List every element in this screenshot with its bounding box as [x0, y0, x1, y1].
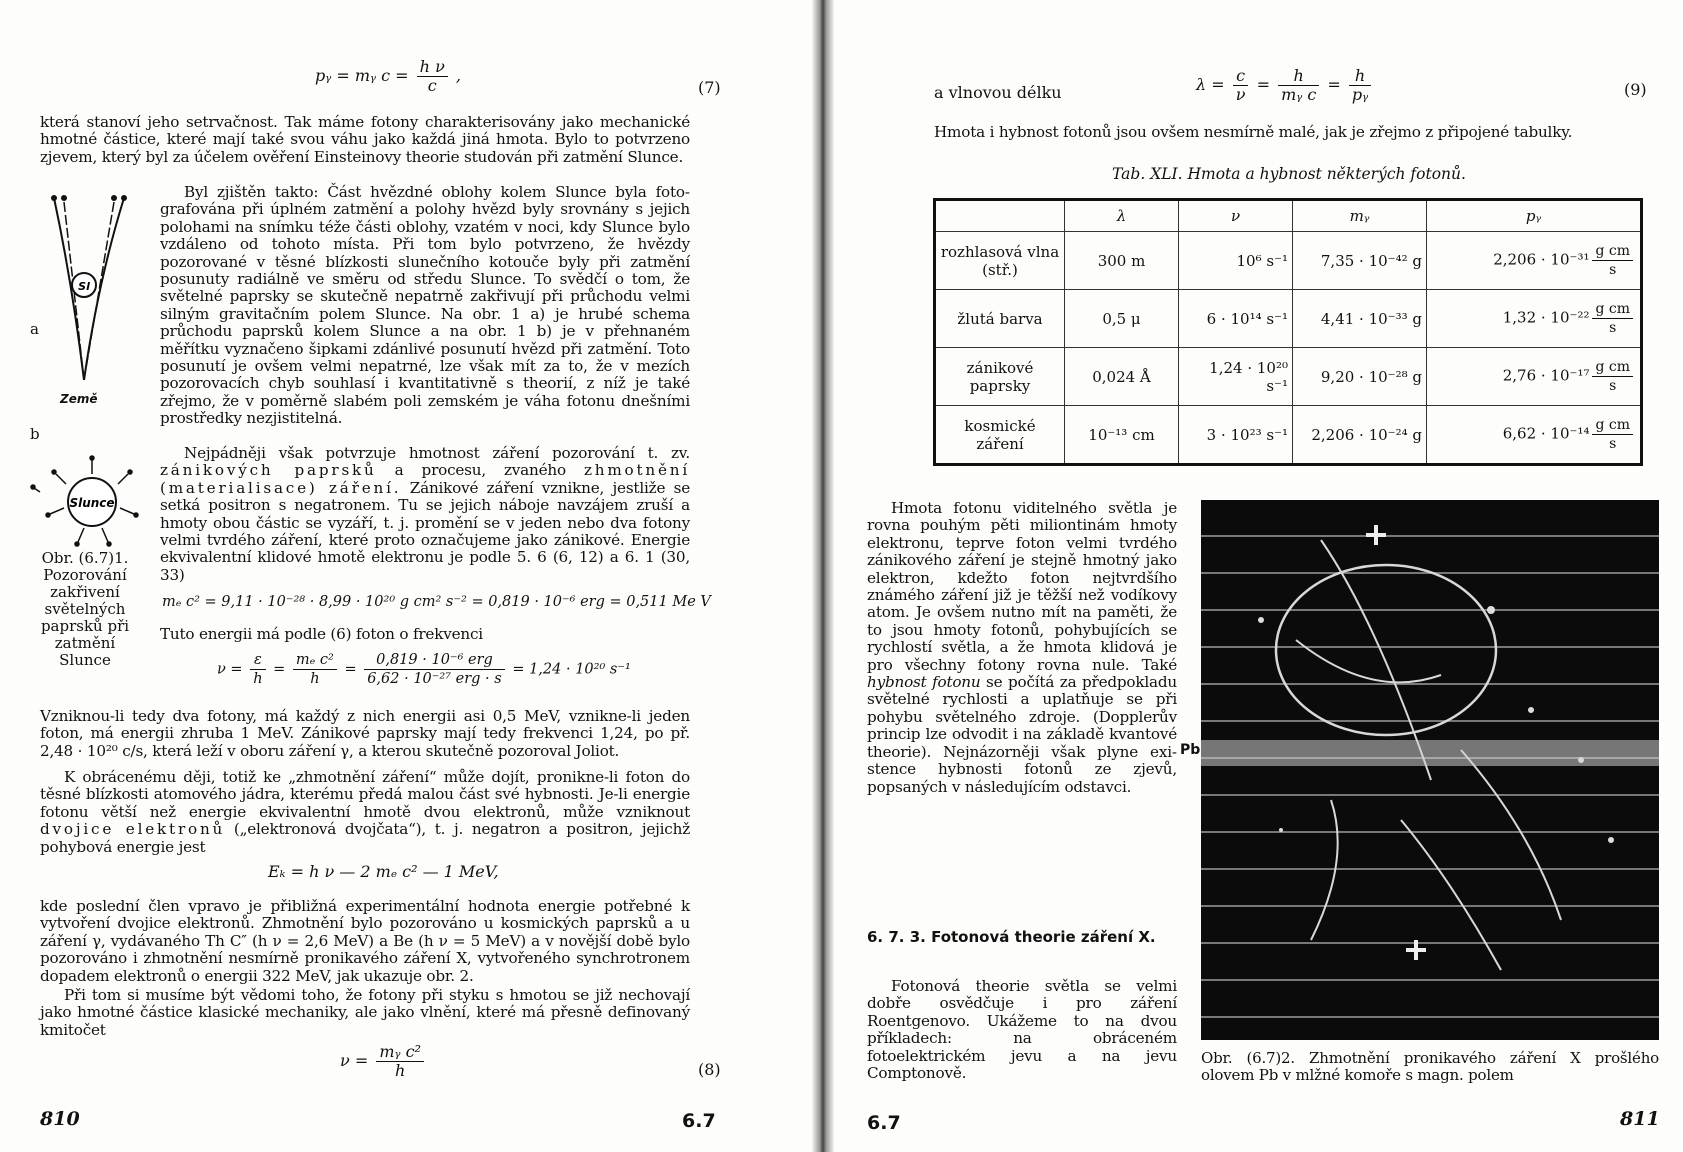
equation-kinetic-energy: Eₖ = h ν — 2 mₑ c² — 1 MeV, — [268, 862, 499, 881]
table-header-lambda: λ — [1065, 200, 1179, 232]
equation-7-number: (7) — [698, 78, 721, 97]
page-number-left: 810 — [40, 1108, 80, 1130]
table-cell-momentum — [1427, 232, 1642, 290]
materialisation-pre: K obrácenému ději, totiž ke „zhmotnění záření“ může dojít, pronikne-li foton do těsné blízkosti atomového jádra, kterému předá malou část své hybnosti. Je-li energie fotonu větší než energie ekvivalentní hmotě dvou elektronů, může vzniknout — [40, 768, 690, 821]
photon-mass-post: se počítá za předpokladu světelné rychlosti a uplatňuje se při pohybu světelného zdroje. (Dopplerův princip lze odvodit i na základě kvantové theorie). Nejnázorněji však plyne existence hybnosti fotonů ze zjevů, popsaných v následujícím odstavci. — [867, 673, 1177, 796]
lead-label: Pb — [1180, 742, 1201, 758]
sun-short-label: Sl — [78, 280, 90, 293]
figure-1-caption-line: paprsků při — [40, 617, 130, 635]
eq9-lhs: λ = — [1196, 75, 1225, 94]
momentum-unit — [1592, 358, 1633, 395]
table-header-empty — [935, 200, 1065, 232]
paragraph-materialisation — [40, 769, 690, 856]
table-header-mass: mᵧ — [1293, 200, 1427, 232]
paragraph-photon-mass — [867, 500, 1177, 796]
materialisation-term: zhmotnění (materialisace) záření. — [160, 461, 690, 497]
freq-f1-numerator: ε — [250, 651, 265, 670]
table-cell-momentum — [1427, 290, 1642, 348]
freq-f2-denominator: h — [310, 671, 320, 687]
eq9-f3-denominator: pᵧ — [1351, 85, 1369, 104]
table-cell-lambda: 0,5 μ — [1065, 290, 1179, 348]
materialisation-post: („elektronová dvojčata“), t. j. negatron a positron, jejichž pohybová energie jest — [40, 820, 691, 856]
annihilation-intro: Nejpádněji však potvrzuje hmotnost záření pozorování t. zv. — [184, 444, 690, 462]
table-cell-nu: 6 · 10¹⁴ s⁻¹ — [1179, 290, 1293, 348]
freq-f3-numerator: 0,819 · 10⁻⁶ erg — [364, 651, 505, 670]
light-deflection-diagram — [32, 190, 157, 450]
figure-1-caption-line: světelných — [44, 600, 126, 618]
momentum-unit-denominator: s — [1609, 320, 1617, 336]
momentum-value: 2,76 · 10⁻¹⁷ — [1502, 366, 1590, 385]
equation-rest-energy: mₑ c² = 9,11 · 10⁻²⁸ · 8,99 · 10²⁰ g cm² s⁻² = 0,819 · 10⁻⁶ erg = 0,511 Me V — [162, 594, 711, 610]
eq9-f1-denominator: ν — [1235, 85, 1246, 104]
table-cell-momentum — [1427, 406, 1642, 465]
equation-9: λ = $\frac{c}{\nu}$ = $\frac{h}{\text{mᵧ c}}$ = $\frac{h}{\text{pᵧ}}$ — [1196, 67, 1374, 104]
equation-8 — [340, 1043, 427, 1080]
momentum-unit-numerator: g cm — [1592, 358, 1633, 377]
momentum-unit-numerator: g cm — [1592, 242, 1633, 261]
eq9-f1-numerator: c — [1233, 67, 1249, 86]
figure-1b — [30, 452, 155, 552]
eq7-numerator: h ν — [417, 58, 448, 77]
table-cell-mass: 7,35 · 10⁻⁴² g — [1293, 232, 1427, 290]
table-header-momentum: pᵧ — [1427, 200, 1642, 232]
star-shift-diagram — [30, 452, 155, 552]
page-number-right: 811 — [1620, 1108, 1660, 1130]
earth-label: Země — [60, 392, 98, 406]
right-page — [834, 0, 1683, 1152]
table-cell-nu: 1,24 · 10²⁰ s⁻¹ — [1179, 348, 1293, 406]
momentum-value: 1,32 · 10⁻²² — [1502, 308, 1590, 327]
eq8-denominator: h — [394, 1061, 406, 1080]
eq7-fraction — [417, 58, 448, 95]
eq8-numerator: mᵧ c² — [376, 1043, 424, 1062]
momentum-unit-numerator: g cm — [1592, 300, 1633, 319]
table-row — [935, 290, 1642, 348]
freq-f1-denominator: h — [253, 671, 263, 687]
freq-result: = 1,24 · 10²⁰ s⁻¹ — [512, 661, 631, 678]
table-title: Tab. XLI. Hmota a hybnost některých fotonů. — [1112, 165, 1466, 183]
freq-eq2: = — [344, 661, 357, 678]
eq9-f3-numerator: h — [1349, 67, 1371, 86]
table-cell-label: rozhlasová vlna (stř.) — [935, 232, 1065, 290]
photon-mass-pre: Hmota fotonu viditelného světla je rovna pouhým pěti miliontinám hmoty elektronu, teprve foton velmi tvrdého zánikového záření je stejně hmotný jako elektron, kdežto foton nejtvrdšího známého záření již je těžší než vodíkovy atom. Je ovšem nutno mít na paměti, že to jsou hmoty fotonů, pohybujících se rychlostí světla, a že hmota klidová je pro všechny fotony rovna nule. Také — [867, 499, 1177, 674]
table-header-nu: ν — [1179, 200, 1293, 232]
table-cell-momentum — [1427, 348, 1642, 406]
figure-label-b: b — [30, 425, 40, 443]
table-row — [935, 232, 1642, 290]
annihilation-term: zánikových paprsků — [160, 461, 377, 480]
eq7-denominator: c — [427, 76, 437, 95]
freq-lhs: ν = — [217, 661, 243, 678]
table-cell-label: žlutá barva — [935, 290, 1065, 348]
table-cell-lambda: 0,024 Å — [1065, 348, 1179, 406]
equation-frequency — [217, 651, 631, 688]
sun-label: Slunce — [69, 496, 115, 510]
table-cell-mass: 4,41 · 10⁻³³ g — [1293, 290, 1427, 348]
figure-1-caption-line: Obr. (6.7)1. — [41, 549, 129, 567]
cloud-chamber-photo — [1201, 500, 1659, 1040]
section-mark-right: 6.7 — [867, 1112, 901, 1134]
freq-fraction-3 — [364, 651, 505, 688]
figure-label-a: a — [30, 320, 39, 338]
equation-8-number: (8) — [698, 1060, 721, 1079]
electron-pair-term: dvojice elektronů — [40, 820, 226, 839]
eq7-lhs: pᵧ = mᵧ c = — [315, 66, 409, 85]
table-cell-mass: 2,206 · 10⁻²⁴ g — [1293, 406, 1427, 465]
eq9-f2-denominator: mᵧ c — [1281, 85, 1317, 104]
momentum-unit — [1592, 242, 1633, 279]
table-cell-lambda: 300 m — [1065, 232, 1179, 290]
figure-1-caption-line: zatmění — [54, 634, 116, 652]
table-header-row — [935, 200, 1642, 232]
paragraph-frequency-intro: Tuto energii má podle (6) foton o frekvenci — [160, 625, 483, 643]
eq8-fraction — [376, 1043, 424, 1080]
momentum-unit-denominator: s — [1609, 378, 1617, 394]
paragraph-observation: kde poslední člen vpravo je přibližná experimentální hodnota energie potřebné k vytvoření dvojice elektronů. Zhmotnění bylo pozorováno u kosmických paprsků a u záření γ, vydávaného Th C″ (h ν = 2,6 MeV) a Be (h ν = 5 MeV) a v novější době bylo pozorováno i zhmotnění nesmírně pronikavého záření X, vytvořeného synchrotronem dopadem elektronů o energii 322 MeV, jak ukazuje obr. 2. — [40, 897, 690, 985]
book-gutter — [812, 0, 834, 1152]
figure-2-caption: Obr. (6.7)2. Zhmotnění pronikavého záření X prošlého olovem Pb v mlžné komoře s magn. polem — [1201, 1049, 1659, 1084]
table-cell-nu: 10⁶ s⁻¹ — [1179, 232, 1293, 290]
paragraph-eclipse: Byl zjištěn takto: Část hvězdné oblohy kolem Slunce byla fotografována při úplném zatmění a polohy hvězd byly srovnány s jejich polohami na snímku téže části oblohy, vzatém v noci, kdy Slunce bylo vzdáleno od tohoto místa. Při tom bylo potvrzeno, že hvězdy pozorované v těsné blízkosti slunečního kotouče byly při zatmění posunuty radiálně ve směru od středu Slunce. To svědčí o tom, že světelné paprsky se skutečně nepatrně zakřivují při průchodu velmi silným gravitačním polem Slunce. Na obr. 1 a) je hrubé schema průchodu paprsků kolem Slunce a na obr. 1 b) je v přehnaném měřítku vyznačeno šipkami zdánlivé posunutí hvězd při zatmění. Toto posunutí je ovšem velmi nepatrné, lze však mít za to, že v mezích pozorovacích chyb souhlasí i kvantitativně s theorií, z níž je také zřejmo, že v poměrně slabém poli zemském je váha fotonu dnešními prostředky nezjistitelná. — [160, 183, 690, 428]
table-row — [935, 348, 1642, 406]
section-title: 6. 7. 3. Fotonová theorie záření X. — [867, 928, 1156, 946]
annihilation-rest: Zánikové záření vznikne, jestliže se setká positron s negatronem. Tu se jejich náboje navzájem zruší a hmoty obou částic se vyzáří, t. j. promění se v jeden nebo dva fotony velmi tvrdého záření, které proto označujeme jako zánikové. Energie ekvivalentní klidové hmotě elektronu je podle 5. 6 (6, 12) a 6. 1 (30, 33) — [160, 478, 690, 584]
section-mark-left: 6.7 — [682, 1110, 716, 1132]
left-page — [0, 0, 812, 1152]
momentum-unit — [1592, 416, 1633, 453]
eq7-tail: , — [455, 66, 461, 85]
freq-f3-denominator: 6,62 · 10⁻²⁷ erg · s — [367, 671, 502, 687]
paragraph-inertia: která stanoví jeho setrvačnost. Tak máme fotony charakterisovány jako mechanické hmotné částice, které mají také svou váhu jako každá jiná hmota. Bylo to potvrzeno zjevem, který byl za účelem ověření Einsteinovy theorie studován při zatmění Slunce. — [40, 113, 690, 166]
eq9-fraction-3 — [1349, 67, 1371, 104]
freq-fraction-1 — [250, 651, 265, 688]
table-cell-mass: 9,20 · 10⁻²⁸ g — [1293, 348, 1427, 406]
momentum-value: 6,62 · 10⁻¹⁴ — [1502, 424, 1590, 443]
freq-f2-numerator: mₑ c² — [293, 651, 337, 670]
equation-7 — [315, 58, 461, 95]
paragraph-annihilation — [160, 445, 690, 584]
annihilation-mid: a procesu, zvaného — [394, 461, 566, 480]
eq9-intro: a vlnovou délku — [934, 83, 1062, 102]
table-row — [935, 406, 1642, 465]
figure-1-caption-line: Pozorování — [43, 566, 127, 584]
eq9-fraction-2 — [1278, 67, 1319, 104]
figure-1-caption-line: Slunce — [59, 651, 111, 669]
equation-9-number: (9) — [1624, 80, 1647, 99]
eq8-lhs: ν = — [340, 1051, 369, 1070]
paragraph-table-intro: Hmota i hybnost fotonů jsou ovšem nesmírně malé, jak je zřejmo z připojené tabulky. — [934, 123, 1573, 141]
figure-1-caption — [30, 550, 140, 669]
figure-1-caption-line: zakřivení — [50, 583, 120, 601]
momentum-unit-denominator: s — [1609, 262, 1617, 278]
freq-fraction-2 — [293, 651, 337, 688]
photon-momentum-term: hybnost fotonu — [867, 673, 981, 692]
photon-mass-table — [933, 198, 1643, 466]
paragraph-two-photons: Vzniknou-li tedy dva fotony, má každý z nich energii asi 0,5 MeV, vznikne-li jeden foton, má energii zhruba 1 MeV. Zánikové paprsky mají tedy frekvenci 1,24, po př. 2,48 · 10²⁰ c/s, která leží v oboru záření γ, a kterou skutečně pozoroval Joliot. — [40, 707, 690, 760]
eq9-f2-numerator: h — [1278, 67, 1319, 86]
momentum-value: 2,206 · 10⁻³¹ — [1493, 250, 1590, 269]
table-cell-nu: 3 · 10²³ s⁻¹ — [1179, 406, 1293, 465]
table-cell-label: zánikové paprsky — [935, 348, 1065, 406]
momentum-unit — [1592, 300, 1633, 337]
eq9-fraction-1 — [1233, 67, 1249, 104]
freq-eq1: = — [273, 661, 286, 678]
paragraph-x-ray-theory: Fotonová theorie světla se velmi dobře osvědčuje i pro záření Roentgenovo. Ukážeme to na dvou příkladech: na obráceném fotoelektrickém jevu a na jevu Comptonově. — [867, 977, 1177, 1083]
paragraph-wave-behaviour: Při tom si musíme být vědomi toho, že fotony při styku s hmotou se již nechovají jako hmotné částice klasické mechaniky, ale jako vlnění, které má přesně definovaný kmitočet — [40, 986, 690, 1039]
momentum-unit-denominator: s — [1609, 436, 1617, 452]
table-cell-lambda: 10⁻¹³ cm — [1065, 406, 1179, 465]
figure-1a — [32, 190, 157, 450]
momentum-unit-numerator: g cm — [1592, 416, 1633, 435]
particle-tracks — [1201, 500, 1659, 1040]
table-cell-label: kosmické záření — [935, 406, 1065, 465]
